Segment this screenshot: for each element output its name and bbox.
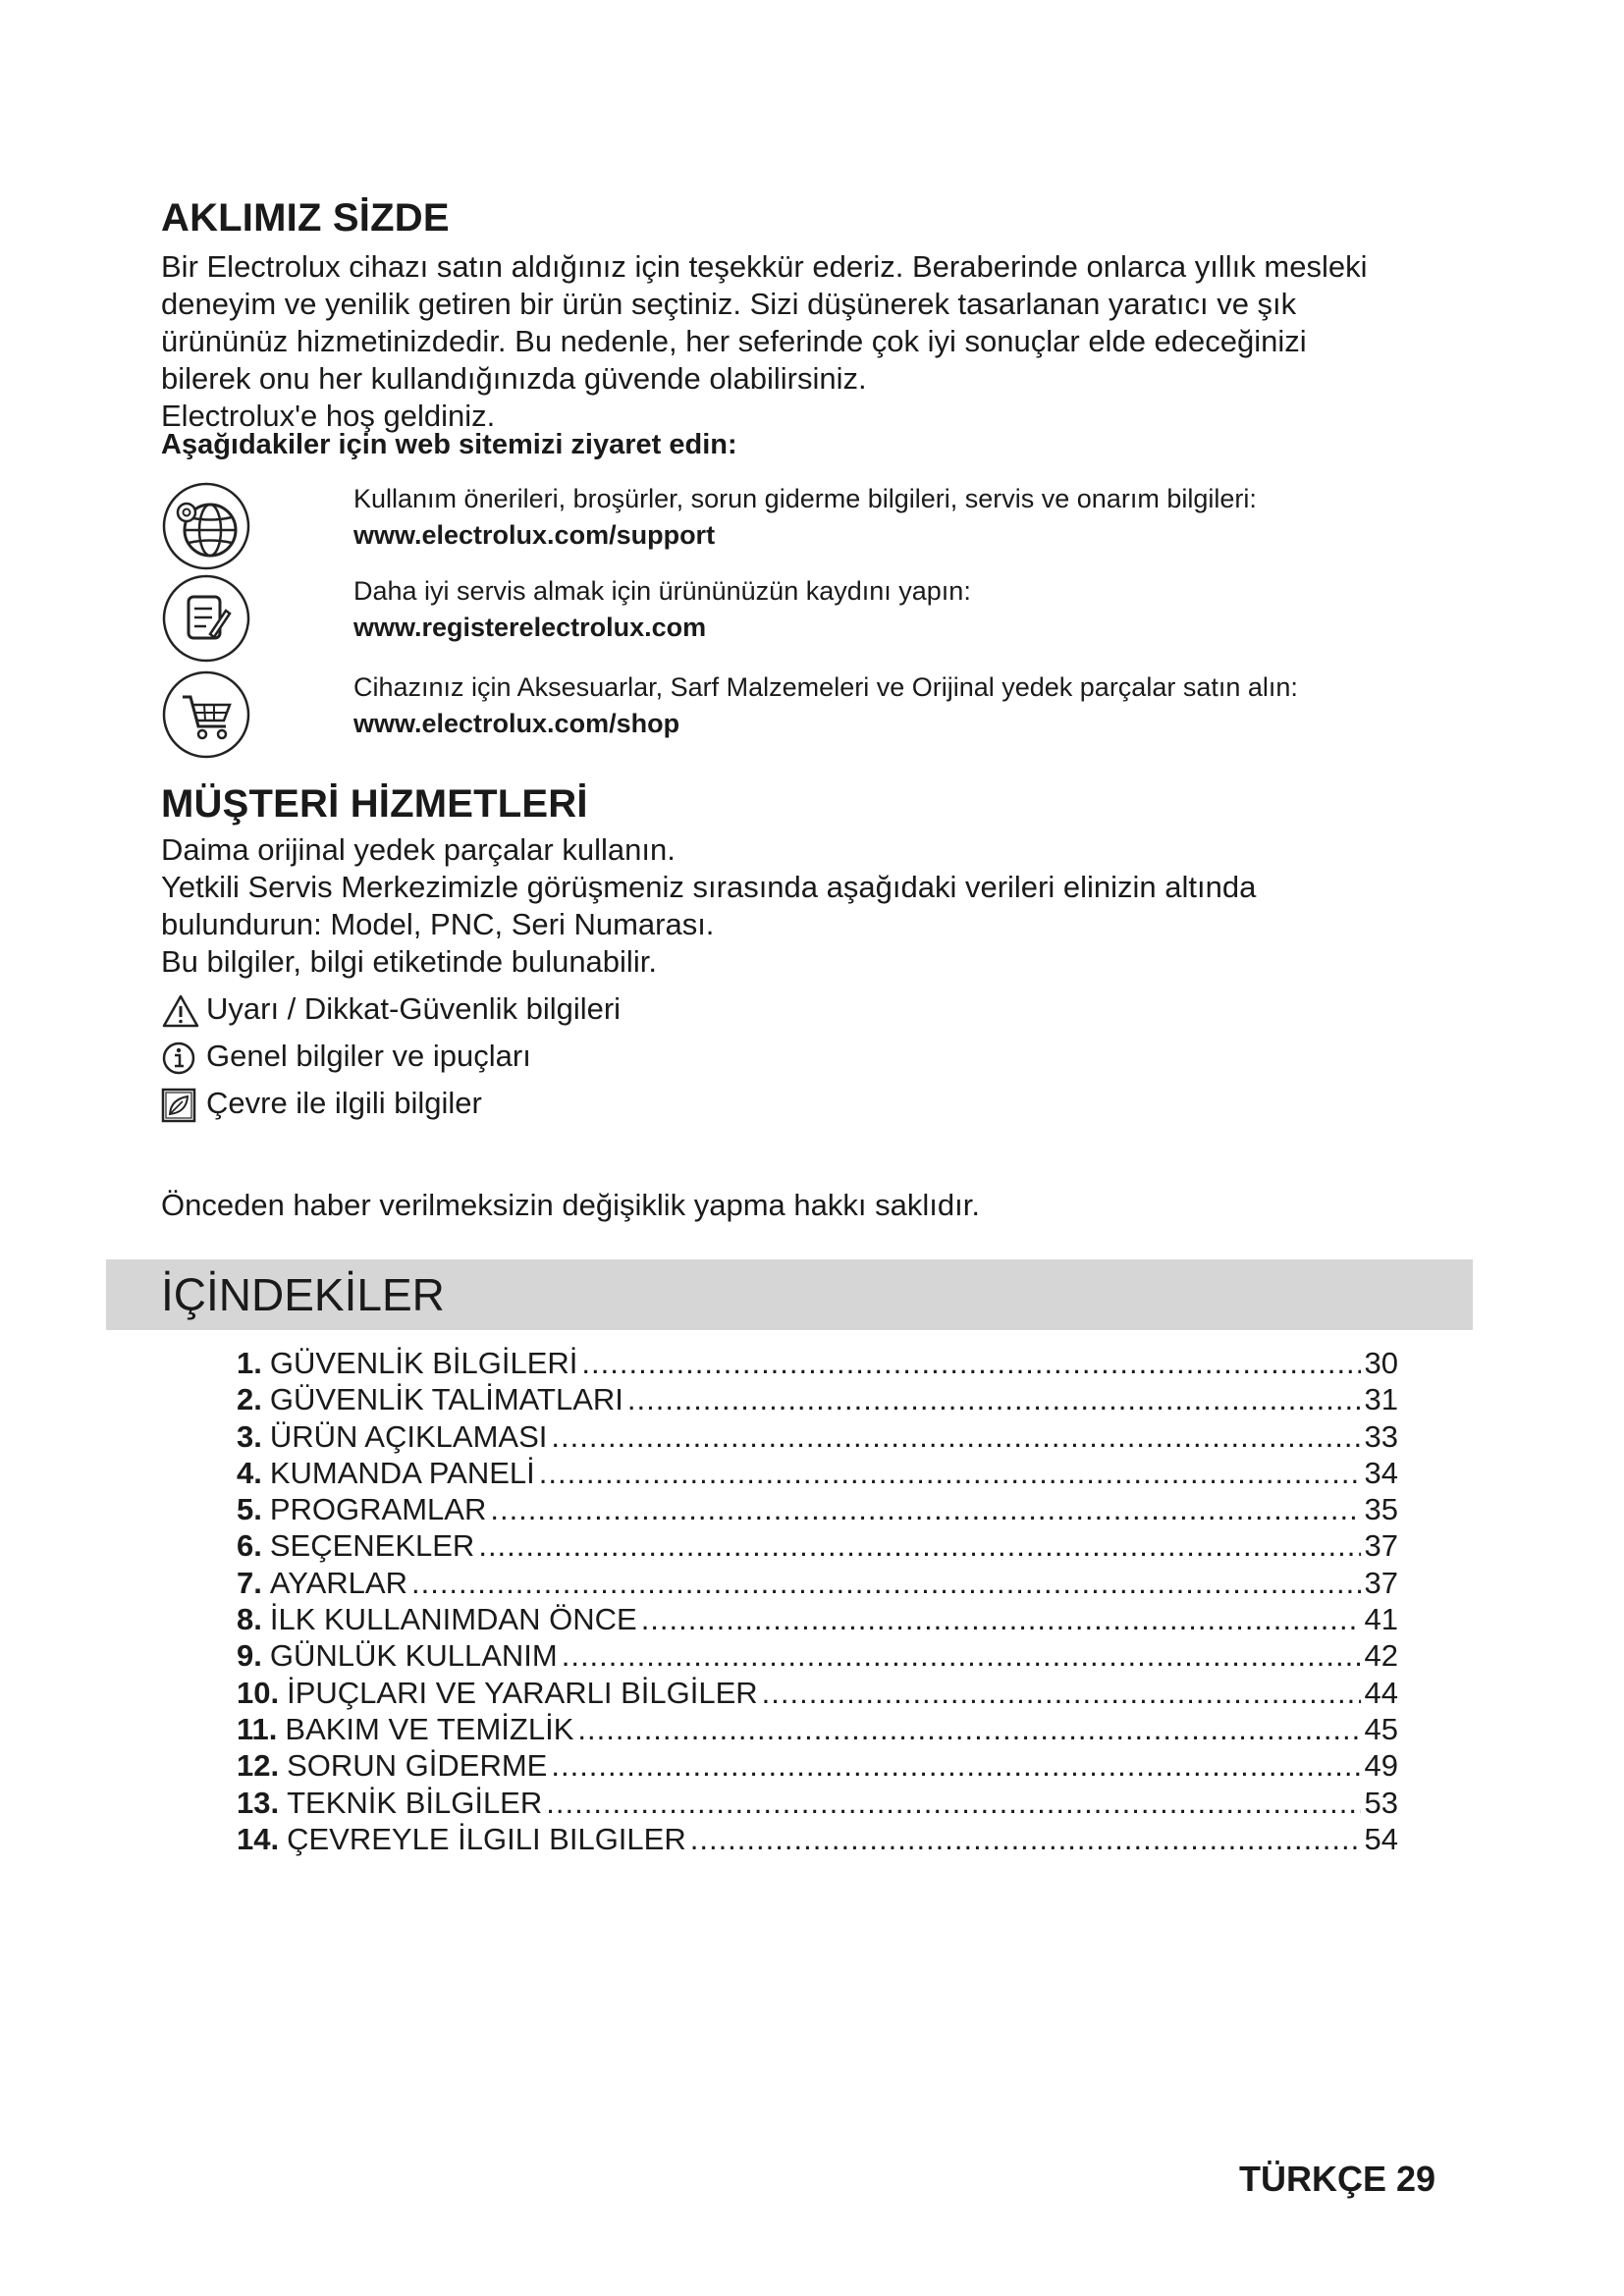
- toc-item[interactable]: [237, 1491, 1398, 1527]
- toc-leader-dots: [577, 1711, 1360, 1747]
- web-link-description: Cihazınız için Aksesuarlar, Sarf Malzemeleri ve Orijinal yedek parçalar satın alın:: [353, 672, 1298, 702]
- customer-service-line: Daima orijinal yedek parçalar kullanın.: [161, 832, 676, 867]
- toc-item-page: 37: [1364, 1565, 1398, 1600]
- intro-line: deneyim ve yenilik getiren bir ürün seçtiniz. Sizi düşünerek tasarlanan yaratıcı ve şık: [161, 287, 1297, 321]
- customer-service-title: MÜŞTERİ HİZMETLERİ: [161, 782, 588, 826]
- toc-item-number: 8.: [237, 1602, 262, 1637]
- toc-item[interactable]: [237, 1418, 1398, 1455]
- intro-title: AKLIMIZ SİZDE: [161, 196, 450, 240]
- toc-item-label: PROGRAMLAR: [269, 1492, 487, 1527]
- toc-item[interactable]: [237, 1637, 1398, 1674]
- toc-leader-dots: [546, 1785, 1360, 1821]
- toc-item-number: 11.: [237, 1711, 278, 1746]
- toc-item[interactable]: [237, 1785, 1398, 1821]
- toc-item-page: 31: [1364, 1382, 1398, 1417]
- info-circle-icon: [161, 1041, 200, 1076]
- web-link-url[interactable]: www.electrolux.com/shop: [353, 709, 680, 738]
- page-footer: [1239, 2159, 1435, 2200]
- toc-item-page: 54: [1364, 1821, 1398, 1856]
- toc-item-page: 35: [1364, 1492, 1398, 1527]
- toc-item[interactable]: [237, 1345, 1398, 1381]
- toc-item[interactable]: [237, 1675, 1398, 1711]
- toc-item-number: 6.: [237, 1528, 262, 1564]
- customer-service-line: Yetkili Servis Merkezimizle görüşmeniz sırasında aşağıdaki verileri elinizin altında: [161, 870, 1257, 904]
- toc-item-number: 13.: [237, 1785, 280, 1820]
- welcome-line: Electrolux'e hoş geldiniz.: [161, 399, 496, 433]
- toc-leader-dots: [539, 1455, 1361, 1491]
- toc-leader-dots: [551, 1418, 1360, 1455]
- toc-item-page: 41: [1364, 1602, 1398, 1637]
- legend-label: Uyarı / Dikkat-Güvenlik bilgileri: [206, 991, 622, 1026]
- toc-item-label: KUMANDA PANELİ: [269, 1455, 535, 1490]
- toc-item-number: 4.: [237, 1455, 262, 1490]
- toc-item-number: 3.: [237, 1418, 262, 1454]
- toc-item-label: GÜNLÜK KULLANIM: [269, 1638, 558, 1674]
- toc-item-page: 53: [1364, 1785, 1398, 1820]
- toc-item-page: 49: [1364, 1748, 1398, 1784]
- toc-header-band: [106, 1259, 1473, 1330]
- customer-service-line: Bu bilgiler, bilgi etiketinde bulunabilir.: [161, 944, 657, 979]
- toc-item-number: 5.: [237, 1492, 262, 1527]
- toc-item-page: 30: [1364, 1346, 1398, 1380]
- legend-label: Genel bilgiler ve ipuçları: [206, 1039, 531, 1073]
- toc-leader-dots: [411, 1565, 1361, 1601]
- footer-page-number: 29: [1396, 2159, 1436, 2199]
- toc-item-number: 2.: [237, 1382, 262, 1417]
- toc-item-label: ÇEVREYLE İLGILI BILGILER: [287, 1821, 686, 1856]
- toc-item-label: BAKIM VE TEMİZLİK: [285, 1711, 574, 1746]
- toc-leader-dots: [762, 1675, 1361, 1711]
- toc-item-label: İLK KULLANIMDAN ÖNCE: [269, 1602, 637, 1637]
- intro-paragraph: [161, 248, 1367, 435]
- toc-item[interactable]: [237, 1747, 1398, 1784]
- toc-item-page: 44: [1364, 1675, 1398, 1710]
- toc-item-page: 33: [1364, 1418, 1398, 1454]
- toc-item[interactable]: [237, 1601, 1398, 1637]
- toc-item-label: ÜRÜN AÇIKLAMASI: [269, 1418, 548, 1454]
- toc-leader-dots: [478, 1527, 1360, 1564]
- toc-item-number: 9.: [237, 1638, 262, 1674]
- toc-item[interactable]: [237, 1821, 1398, 1857]
- legend-label: Çevre ile ilgili bilgiler: [206, 1086, 482, 1120]
- customer-service-paragraph: [161, 831, 1256, 981]
- toc-item-number: 12.: [237, 1748, 280, 1784]
- intro-line: ürününüz hizmetinizdedir. Bu nedenle, her seferinde çok iyi sonuçlar elde edeceğinizi: [161, 324, 1307, 358]
- toc-item-label: SEÇENEKLER: [269, 1528, 475, 1564]
- visit-heading: Aşağıdakiler için web sitemizi ziyaret edin:: [161, 429, 737, 460]
- legend-info: [161, 1038, 531, 1076]
- toc-item-label: GÜVENLİK BİLGİLERİ: [269, 1346, 578, 1380]
- customer-service-line: bulundurun: Model, PNC, Seri Numarası.: [161, 907, 715, 941]
- legend-environment: [161, 1085, 482, 1123]
- shopping-cart-icon: [161, 669, 251, 760]
- toc-leader-dots: [562, 1637, 1361, 1674]
- register-document-icon: [161, 573, 251, 664]
- globe-icon: [161, 481, 251, 571]
- toc-item-page: 37: [1364, 1528, 1398, 1564]
- toc-leader-dots: [690, 1821, 1361, 1857]
- toc-item-number: 14.: [237, 1821, 280, 1856]
- toc-item-label: SORUN GİDERME: [287, 1748, 548, 1784]
- toc-item[interactable]: [237, 1565, 1398, 1601]
- toc-item[interactable]: [237, 1527, 1398, 1564]
- web-link-description: Kullanım önerileri, broşürler, sorun giderme bilgileri, servis ve onarım bilgileri:: [353, 484, 1257, 513]
- toc-item-page: 34: [1364, 1455, 1398, 1490]
- warning-triangle-icon: [161, 993, 200, 1029]
- toc-item-number: 1.: [237, 1346, 262, 1380]
- toc-item-page: 45: [1364, 1711, 1398, 1746]
- leaf-environment-icon: [161, 1088, 200, 1123]
- legend-warning: [161, 990, 621, 1029]
- toc-leader-dots: [641, 1601, 1361, 1637]
- toc-leader-dots: [581, 1345, 1360, 1381]
- web-link-description: Daha iyi servis almak için ürününüzün kaydını yapın:: [353, 576, 971, 606]
- toc-item-label: TEKNİK BİLGİLER: [287, 1785, 543, 1820]
- web-link-url[interactable]: www.registerelectrolux.com: [353, 613, 707, 642]
- toc-title: İÇİNDEKİLER: [161, 1269, 445, 1320]
- toc-leader-dots: [490, 1491, 1360, 1527]
- toc-item[interactable]: [237, 1455, 1398, 1491]
- toc-item-label: AYARLAR: [269, 1565, 407, 1600]
- intro-line: bilerek onu her kullandığınızda güvende olabilirsiniz.: [161, 361, 867, 396]
- toc-item-page: 42: [1364, 1638, 1398, 1674]
- toc-leader-dots: [627, 1381, 1361, 1417]
- intro-line: Bir Electrolux cihazı satın aldığınız için teşekkür ederiz. Beraberinde onlarca yıllık mesleki: [161, 249, 1368, 284]
- toc-leader-dots: [551, 1747, 1360, 1784]
- toc-item[interactable]: [237, 1711, 1398, 1747]
- toc-item-label: İPUÇLARI VE YARARLI BİLGİLER: [287, 1675, 758, 1710]
- toc-item-label: GÜVENLİK TALİMATLARI: [269, 1382, 623, 1417]
- toc-item[interactable]: [237, 1381, 1398, 1417]
- change-notice: Önceden haber verilmeksizin değişiklik yapma hakkı saklıdır.: [161, 1188, 980, 1222]
- toc-item-number: 10.: [237, 1675, 280, 1710]
- web-link-url[interactable]: www.electrolux.com/support: [353, 520, 716, 550]
- toc-item-number: 7.: [237, 1565, 262, 1600]
- toc-list: [237, 1345, 1398, 1857]
- footer-language: TÜRKÇE: [1239, 2159, 1386, 2199]
